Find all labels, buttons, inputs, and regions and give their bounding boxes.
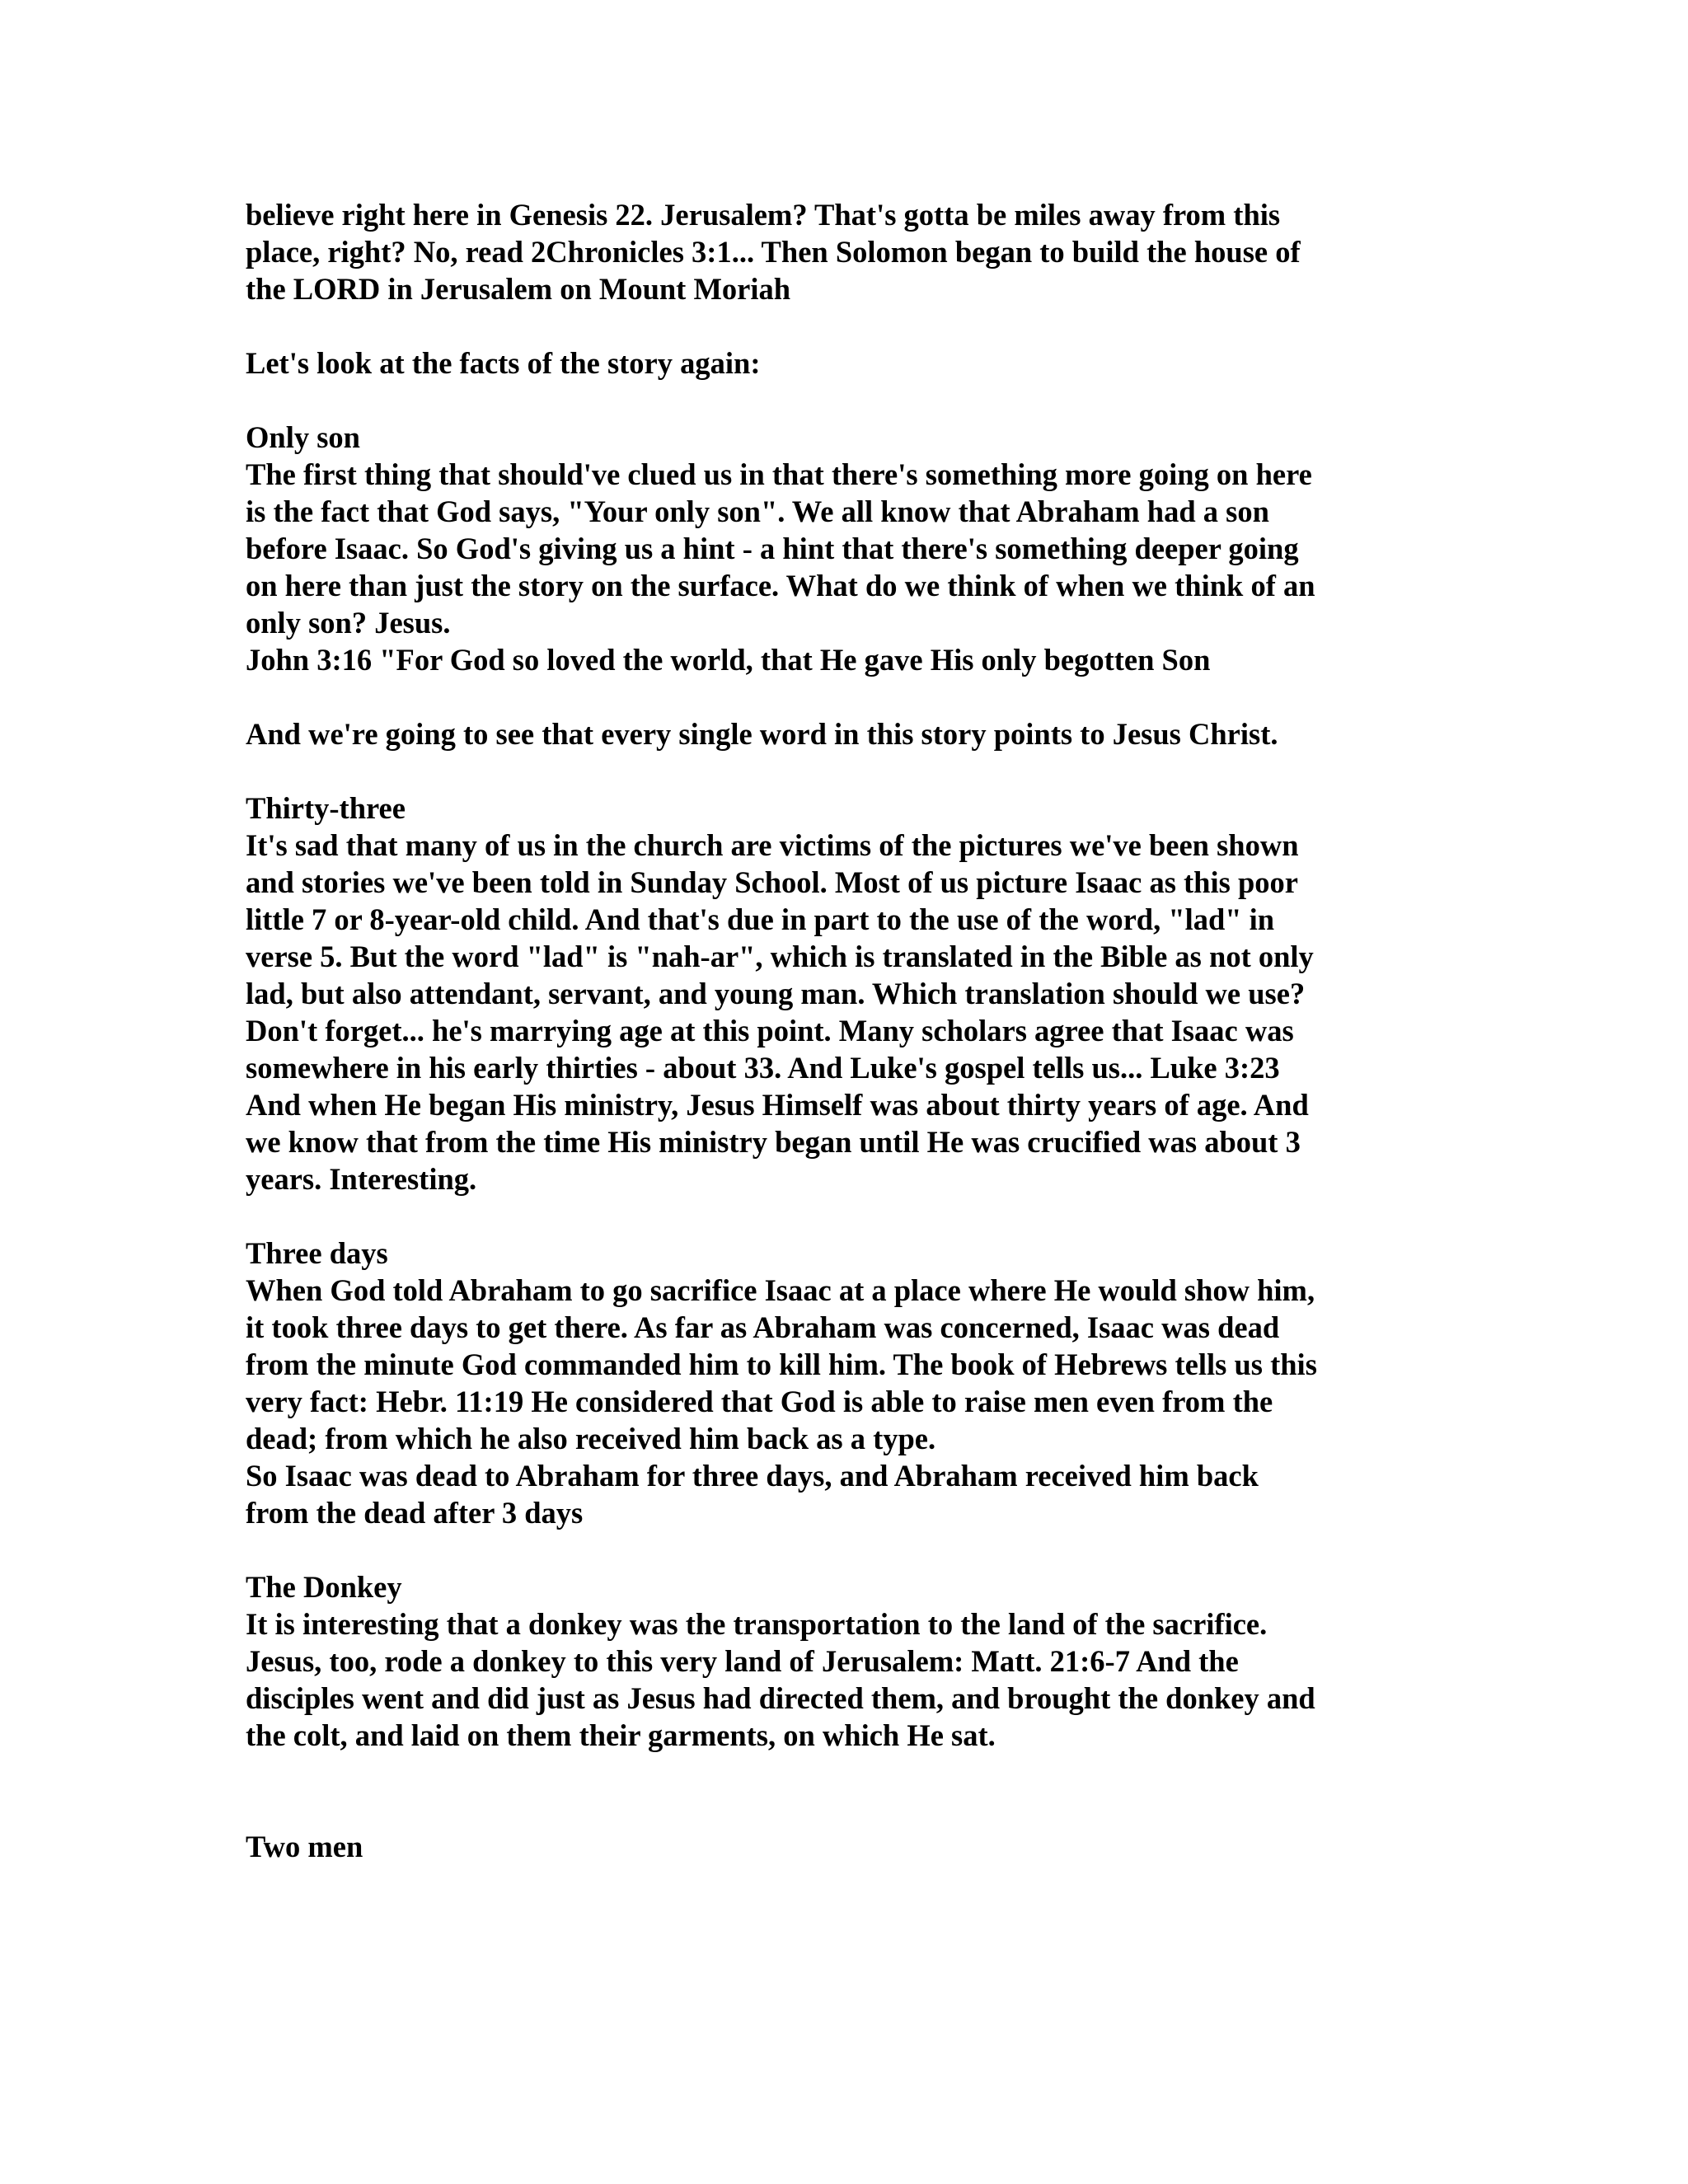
section-heading-two-men: Two men bbox=[246, 1830, 363, 1863]
blank-line bbox=[246, 1754, 1457, 1791]
section-heading-three-days: Three days bbox=[246, 1236, 388, 1270]
text-line: lad, but also attendant, servant, and young man. Which translation should we use? bbox=[246, 977, 1306, 1010]
text-line: somewhere in his early thirties - about 33. And Luke's gospel tells us... Luke 3:23 bbox=[246, 1051, 1280, 1085]
text-line: John 3:16 "For God so loved the world, that He gave His only begotten Son bbox=[246, 643, 1211, 677]
blank-line bbox=[246, 1531, 1457, 1568]
text-line: on here than just the story on the surface. What do we think of when we think of an bbox=[246, 569, 1315, 602]
section-heading-only-son: Only son bbox=[246, 420, 360, 454]
text-line: It's sad that many of us in the church are victims of the pictures we've been shown bbox=[246, 828, 1299, 862]
text-line: Don't forget... he's marrying age at this point. Many scholars agree that Isaac was bbox=[246, 1014, 1294, 1047]
text-line: disciples went and did just as Jesus had directed them, and brought the donkey and bbox=[246, 1681, 1315, 1715]
text-line: it took three days to get there. As far as Abraham was concerned, Isaac was dead bbox=[246, 1310, 1280, 1344]
text-line: dead; from which he also received him back as a type. bbox=[246, 1422, 936, 1455]
section-heading-the-donkey: The Donkey bbox=[246, 1570, 402, 1604]
section-heading-thirty-three: Thirty-three bbox=[246, 791, 406, 825]
text-line: place, right? No, read 2Chronicles 3:1... Then Solomon began to build the house of bbox=[246, 235, 1301, 269]
blank-line bbox=[246, 678, 1457, 715]
text-line: Let's look at the facts of the story again: bbox=[246, 346, 761, 380]
text-line: and stories we've been told in Sunday School. Most of us picture Isaac as this poor bbox=[246, 865, 1298, 899]
blank-line bbox=[246, 752, 1457, 790]
blank-line bbox=[246, 1791, 1457, 1828]
text-line: believe right here in Genesis 22. Jerusalem? That's gotta be miles away from this bbox=[246, 198, 1281, 232]
text-line: And we're going to see that every single word in this story points to Jesus Christ. bbox=[246, 717, 1278, 751]
text-line: the LORD in Jerusalem on Mount Moriah bbox=[246, 272, 791, 306]
document-page bbox=[246, 196, 1457, 1865]
text-line: the colt, and laid on them their garments, on which He sat. bbox=[246, 1718, 996, 1752]
text-line: years. Interesting. bbox=[246, 1162, 477, 1196]
text-line: verse 5. But the word "lad" is "nah-ar", which is translated in the Bible as not only bbox=[246, 940, 1314, 973]
text-line: When God told Abraham to go sacrifice Isaac at a place where He would show him, bbox=[246, 1273, 1315, 1307]
text-line: The first thing that should've clued us in that there's something more going on here bbox=[246, 457, 1312, 491]
text-line: So Isaac was dead to Abraham for three days, and Abraham received him back bbox=[246, 1459, 1259, 1493]
text-line: Jesus, too, rode a donkey to this very land of Jerusalem: Matt. 21:6-7 And the bbox=[246, 1644, 1239, 1678]
text-line: before Isaac. So God's giving us a hint - a hint that there's something deeper going bbox=[246, 532, 1299, 565]
text-line: And when He began His ministry, Jesus Himself was about thirty years of age. And bbox=[246, 1088, 1309, 1122]
text-line: little 7 or 8-year-old child. And that's due in part to the use of the word, "lad" in bbox=[246, 902, 1275, 936]
text-line: only son? Jesus. bbox=[246, 606, 451, 640]
text-line: from the dead after 3 days bbox=[246, 1496, 584, 1530]
text-line: we know that from the time His ministry began until He was crucified was about 3 bbox=[246, 1125, 1301, 1159]
text-line: from the minute God commanded him to kill him. The book of Hebrews tells us this bbox=[246, 1347, 1317, 1381]
text-line: It is interesting that a donkey was the transportation to the land of the sacrifice. bbox=[246, 1607, 1268, 1641]
blank-line bbox=[246, 1197, 1457, 1235]
blank-line bbox=[246, 382, 1457, 419]
text-line: very fact: Hebr. 11:19 He considered that God is able to raise men even from the bbox=[246, 1385, 1273, 1418]
blank-line bbox=[246, 307, 1457, 344]
text-line: is the fact that God says, "Your only son". We all know that Abraham had a son bbox=[246, 494, 1269, 528]
